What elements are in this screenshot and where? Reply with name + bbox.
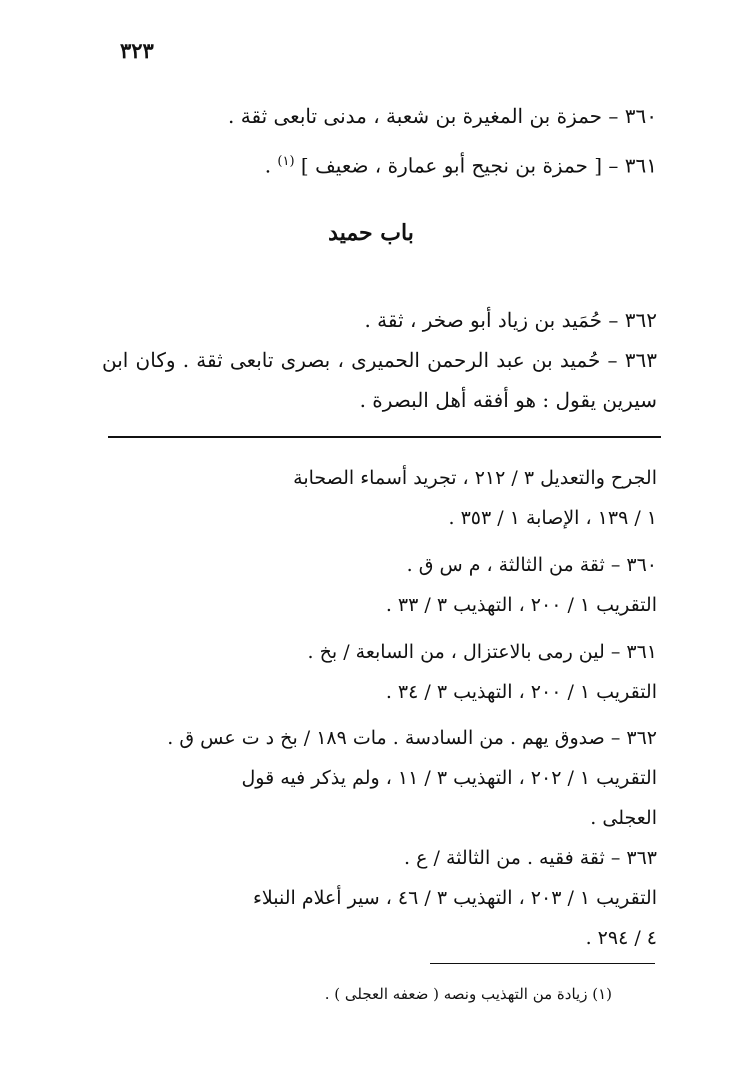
note-line: العجلى . xyxy=(590,807,657,829)
entry-361 xyxy=(265,142,657,186)
entry-361-text: ٣٦١ – [ حمزة بن نجيح أبو عمارة ، ضعيف ] xyxy=(300,153,657,178)
note-line: الجرح والتعديل ٣ / ٢١٢ ، تجريد أسماء الصحابة xyxy=(293,467,657,489)
entry-362: ٣٦٢ – حُمَيد بن زياد أبو صخر ، ثقة . xyxy=(364,308,657,332)
entry-363: ٣٦٣ – حُميد بن عبد الرحمن الحميرى ، بصرى تابعى ثقة . وكان ابن سيرين يقول : هو أفقه أهل البصرة . xyxy=(102,348,657,412)
note-line: التقريب ١ / ٢٠٠ ، التهذيب ٣ / ٣٤ . xyxy=(385,681,657,703)
note-line: التقريب ١ / ٢٠٠ ، التهذيب ٣ / ٣٣ . xyxy=(385,594,657,616)
note-block xyxy=(107,458,657,538)
note-line: ٣٦٣ – ثقة فقيه . من الثالثة / ع . xyxy=(404,847,657,869)
entry-361-end: . xyxy=(264,153,272,178)
note-line: ٣٦١ – لين رمى بالاعتزال ، من السابعة / بخ . xyxy=(307,641,657,663)
note-block xyxy=(107,838,657,958)
entry-360: ٣٦٠ – حمزة بن المغيرة بن شعبة ، مدنى تابعى ثقة . xyxy=(228,104,657,128)
note-block xyxy=(107,545,657,625)
note-block xyxy=(107,718,657,838)
note-line: ٣٦٢ – صدوق يهم . من السادسة . مات ١٨٩ / بخ د ت عس ق . xyxy=(167,727,657,749)
page-number: ٣٢٣ xyxy=(120,38,154,63)
footnote-marker: (١) xyxy=(277,154,295,169)
section-heading: باب حميد xyxy=(328,220,414,246)
note-line: ٤ / ٢٩٤ . xyxy=(585,927,657,949)
note-line: ١ / ١٣٩ ، الإصابة ١ / ٣٥٣ . xyxy=(448,507,657,529)
note-line: ٣٦٠ – ثقة من الثالثة ، م س ق . xyxy=(406,554,657,576)
note-line: التقريب ١ / ٢٠٢ ، التهذيب ٣ / ١١ ، ولم يذكر فيه قول xyxy=(241,767,657,789)
footnote-divider xyxy=(430,963,655,964)
section-divider xyxy=(108,436,661,438)
note-line: التقريب ١ / ٢٠٣ ، التهذيب ٣ / ٤٦ ، سير أعلام النبلاء xyxy=(252,887,657,909)
footnote: (١) زيادة من التهذيب ونصه ( ضعفه العجلى ) . xyxy=(324,985,612,1003)
note-block xyxy=(107,632,657,712)
